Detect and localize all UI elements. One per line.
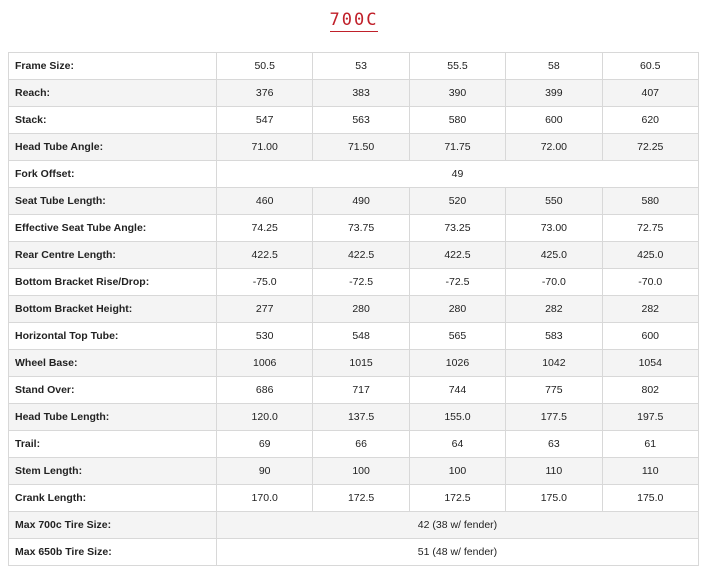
row-label: Seat Tube Length: xyxy=(9,188,217,215)
table-cell: 600 xyxy=(602,323,698,350)
table-cell: 63 xyxy=(506,431,602,458)
table-cell: 530 xyxy=(217,323,313,350)
table-cell: 100 xyxy=(409,458,505,485)
table-cell: 73.00 xyxy=(506,215,602,242)
table-cell: 282 xyxy=(602,296,698,323)
table-cell: 399 xyxy=(506,80,602,107)
table-cell: 580 xyxy=(602,188,698,215)
table-cell: 61 xyxy=(602,431,698,458)
table-cell: 50.5 xyxy=(217,53,313,80)
table-row xyxy=(9,188,699,215)
row-label: Crank Length: xyxy=(9,485,217,512)
table-cell: -70.0 xyxy=(602,269,698,296)
table-row xyxy=(9,323,699,350)
table-cell: 775 xyxy=(506,377,602,404)
table-row xyxy=(9,512,699,539)
table-cell: 100 xyxy=(313,458,409,485)
table-cell: 425.0 xyxy=(506,242,602,269)
row-label: Bottom Bracket Rise/Drop: xyxy=(9,269,217,296)
table-cell: 383 xyxy=(313,80,409,107)
table-cell: 72.00 xyxy=(506,134,602,161)
table-cell-span: 49 xyxy=(217,161,699,188)
table-row xyxy=(9,377,699,404)
table-cell: 280 xyxy=(409,296,505,323)
table-cell: 1054 xyxy=(602,350,698,377)
table-cell: 72.25 xyxy=(602,134,698,161)
table-cell: 563 xyxy=(313,107,409,134)
table-cell: 425.0 xyxy=(602,242,698,269)
row-label: Frame Size: xyxy=(9,53,217,80)
table-cell: 175.0 xyxy=(506,485,602,512)
table-cell: 520 xyxy=(409,188,505,215)
table-cell: 422.5 xyxy=(217,242,313,269)
table-cell: 1026 xyxy=(409,350,505,377)
table-row xyxy=(9,80,699,107)
table-cell: 155.0 xyxy=(409,404,505,431)
table-cell: 172.5 xyxy=(409,485,505,512)
table-cell: 600 xyxy=(506,107,602,134)
table-cell: 282 xyxy=(506,296,602,323)
row-label: Stem Length: xyxy=(9,458,217,485)
table-cell: 547 xyxy=(217,107,313,134)
table-cell: 277 xyxy=(217,296,313,323)
table-cell: 120.0 xyxy=(217,404,313,431)
row-label: Head Tube Angle: xyxy=(9,134,217,161)
table-row xyxy=(9,485,699,512)
table-row xyxy=(9,539,699,566)
table-cell: 60.5 xyxy=(602,53,698,80)
row-label: Effective Seat Tube Angle: xyxy=(9,215,217,242)
title-text: 700C xyxy=(329,10,379,30)
table-cell: 73.75 xyxy=(313,215,409,242)
row-label: Trail: xyxy=(9,431,217,458)
table-row xyxy=(9,296,699,323)
table-row xyxy=(9,431,699,458)
table-cell: 64 xyxy=(409,431,505,458)
table-cell: 280 xyxy=(313,296,409,323)
table-cell: 407 xyxy=(602,80,698,107)
table-cell: 802 xyxy=(602,377,698,404)
table-cell: 422.5 xyxy=(313,242,409,269)
row-label: Horizontal Top Tube: xyxy=(9,323,217,350)
table-cell: 69 xyxy=(217,431,313,458)
table-cell: 53 xyxy=(313,53,409,80)
table-cell: 376 xyxy=(217,80,313,107)
table-cell: 71.75 xyxy=(409,134,505,161)
table-cell: 717 xyxy=(313,377,409,404)
table-cell: 1015 xyxy=(313,350,409,377)
table-cell: 170.0 xyxy=(217,485,313,512)
row-label: Reach: xyxy=(9,80,217,107)
table-cell: 744 xyxy=(409,377,505,404)
table-cell: 137.5 xyxy=(313,404,409,431)
table-row xyxy=(9,269,699,296)
table-cell: 550 xyxy=(506,188,602,215)
table-cell: 177.5 xyxy=(506,404,602,431)
geometry-table xyxy=(8,52,699,566)
table-row xyxy=(9,242,699,269)
row-label: Stack: xyxy=(9,107,217,134)
table-cell: 565 xyxy=(409,323,505,350)
table-cell-span: 51 (48 w/ fender) xyxy=(217,539,699,566)
table-cell: -72.5 xyxy=(409,269,505,296)
row-label: Head Tube Length: xyxy=(9,404,217,431)
table-cell: 55.5 xyxy=(409,53,505,80)
table-cell: 71.50 xyxy=(313,134,409,161)
table-row xyxy=(9,350,699,377)
table-cell: 66 xyxy=(313,431,409,458)
row-label: Fork Offset: xyxy=(9,161,217,188)
table-cell: 422.5 xyxy=(409,242,505,269)
table-cell: 686 xyxy=(217,377,313,404)
table-cell: 74.25 xyxy=(217,215,313,242)
table-cell: 1006 xyxy=(217,350,313,377)
table-cell: 110 xyxy=(602,458,698,485)
table-row xyxy=(9,107,699,134)
table-row xyxy=(9,215,699,242)
table-row xyxy=(9,404,699,431)
row-label: Wheel Base: xyxy=(9,350,217,377)
table-cell: 172.5 xyxy=(313,485,409,512)
table-cell: -75.0 xyxy=(217,269,313,296)
page-title xyxy=(0,10,708,30)
geometry-table-body xyxy=(9,53,699,566)
table-cell: 71.00 xyxy=(217,134,313,161)
table-row xyxy=(9,53,699,80)
table-cell: 580 xyxy=(409,107,505,134)
table-cell: 1042 xyxy=(506,350,602,377)
table-row xyxy=(9,134,699,161)
table-cell: -72.5 xyxy=(313,269,409,296)
table-cell: 548 xyxy=(313,323,409,350)
table-cell: 583 xyxy=(506,323,602,350)
table-cell: 175.0 xyxy=(602,485,698,512)
row-label: Rear Centre Length: xyxy=(9,242,217,269)
table-row xyxy=(9,458,699,485)
table-cell: -70.0 xyxy=(506,269,602,296)
table-cell: 460 xyxy=(217,188,313,215)
table-cell: 197.5 xyxy=(602,404,698,431)
row-label: Max 650b Tire Size: xyxy=(9,539,217,566)
row-label: Bottom Bracket Height: xyxy=(9,296,217,323)
table-cell: 73.25 xyxy=(409,215,505,242)
table-cell: 620 xyxy=(602,107,698,134)
table-cell-span: 42 (38 w/ fender) xyxy=(217,512,699,539)
table-cell: 390 xyxy=(409,80,505,107)
table-cell: 72.75 xyxy=(602,215,698,242)
table-cell: 58 xyxy=(506,53,602,80)
row-label: Max 700c Tire Size: xyxy=(9,512,217,539)
table-cell: 110 xyxy=(506,458,602,485)
table-cell: 490 xyxy=(313,188,409,215)
table-cell: 90 xyxy=(217,458,313,485)
row-label: Stand Over: xyxy=(9,377,217,404)
table-row xyxy=(9,161,699,188)
